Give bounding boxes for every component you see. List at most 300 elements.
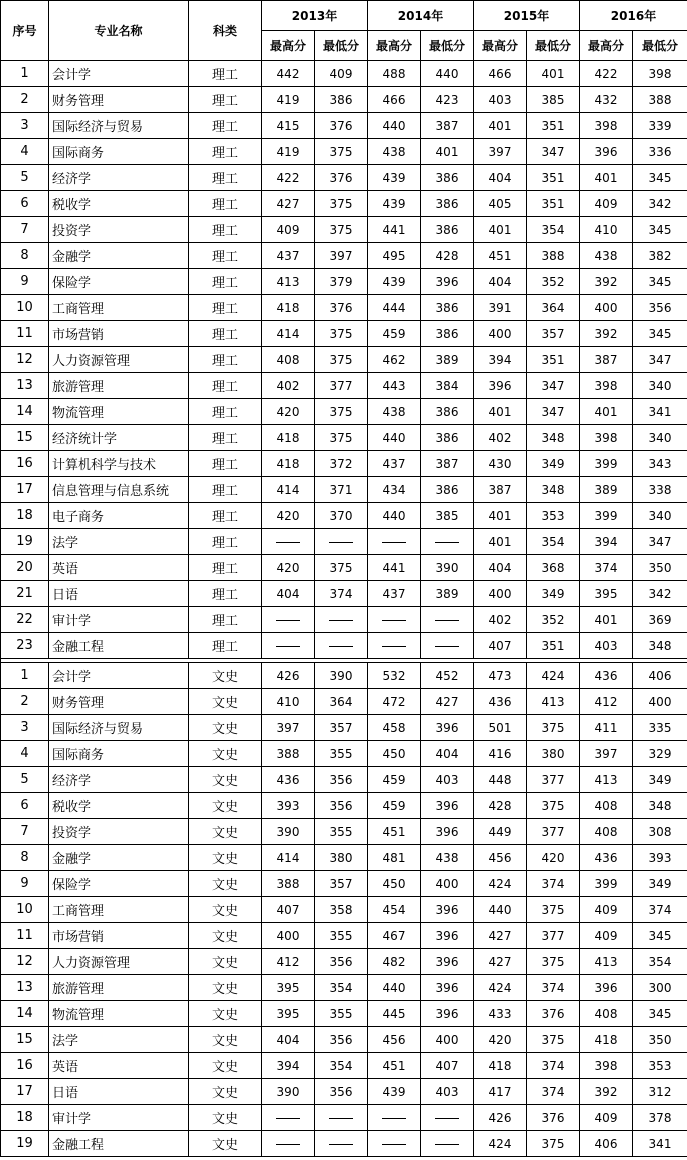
row-index: 3 — [1, 715, 49, 741]
table-row — [1, 897, 687, 923]
empty-dash — [276, 542, 300, 543]
min-score: 347 — [527, 373, 580, 399]
table-row — [1, 633, 687, 659]
empty-dash — [435, 1118, 459, 1119]
min-score: 355 — [315, 1001, 368, 1027]
category: 文史 — [189, 715, 262, 741]
max-score: 459 — [368, 321, 421, 347]
min-score: 343 — [633, 451, 687, 477]
category: 理工 — [189, 243, 262, 269]
min-score: 352 — [527, 269, 580, 295]
min-score: 356 — [315, 1027, 368, 1053]
category: 文史 — [189, 845, 262, 871]
max-score — [262, 1131, 315, 1157]
row-index: 14 — [1, 399, 49, 425]
empty-dash — [382, 542, 406, 543]
row-index: 1 — [1, 61, 49, 87]
max-score: 451 — [474, 243, 527, 269]
min-score: 353 — [527, 503, 580, 529]
max-score: 424 — [474, 975, 527, 1001]
min-score: 375 — [527, 1131, 580, 1157]
row-index: 5 — [1, 767, 49, 793]
min-score: 375 — [315, 139, 368, 165]
max-score: 403 — [474, 87, 527, 113]
min-score: 382 — [633, 243, 687, 269]
min-score: 355 — [315, 819, 368, 845]
min-score: 339 — [633, 113, 687, 139]
max-score: 456 — [368, 1027, 421, 1053]
table-row — [1, 1105, 687, 1131]
min-score: 349 — [527, 451, 580, 477]
max-score: 437 — [262, 243, 315, 269]
category: 文史 — [189, 663, 262, 689]
max-score: 393 — [262, 793, 315, 819]
min-score: 377 — [527, 767, 580, 793]
max-score: 482 — [368, 949, 421, 975]
min-score — [315, 1105, 368, 1131]
header-min: 最低分 — [633, 31, 687, 61]
max-score: 406 — [580, 1131, 633, 1157]
min-score: 386 — [421, 477, 474, 503]
min-score: 376 — [527, 1105, 580, 1131]
row-index: 18 — [1, 1105, 49, 1131]
category: 文史 — [189, 741, 262, 767]
max-score: 412 — [580, 689, 633, 715]
min-score: 347 — [527, 139, 580, 165]
min-score — [421, 633, 474, 659]
min-score: 345 — [633, 165, 687, 191]
row-index: 11 — [1, 321, 49, 347]
table-row — [1, 975, 687, 1001]
major-name: 旅游管理 — [49, 975, 189, 1001]
min-score: 308 — [633, 819, 687, 845]
max-score: 420 — [262, 503, 315, 529]
empty-dash — [382, 1118, 406, 1119]
max-score — [368, 1131, 421, 1157]
max-score: 439 — [368, 269, 421, 295]
min-score: 357 — [315, 871, 368, 897]
max-score: 501 — [474, 715, 527, 741]
category: 理工 — [189, 477, 262, 503]
max-score: 409 — [580, 191, 633, 217]
empty-dash — [329, 620, 353, 621]
min-score: 407 — [421, 1053, 474, 1079]
category: 理工 — [189, 269, 262, 295]
max-score: 401 — [580, 165, 633, 191]
min-score: 355 — [315, 741, 368, 767]
max-score: 440 — [368, 113, 421, 139]
max-score: 428 — [474, 793, 527, 819]
table-row — [1, 1001, 687, 1027]
major-name: 英语 — [49, 555, 189, 581]
min-score: 375 — [315, 399, 368, 425]
min-score: 375 — [527, 715, 580, 741]
max-score: 400 — [474, 321, 527, 347]
category: 理工 — [189, 321, 262, 347]
min-score: 380 — [527, 741, 580, 767]
category: 理工 — [189, 165, 262, 191]
major-name: 审计学 — [49, 607, 189, 633]
min-score: 400 — [633, 689, 687, 715]
min-score: 345 — [633, 321, 687, 347]
max-score: 391 — [474, 295, 527, 321]
row-index: 15 — [1, 425, 49, 451]
row-index: 17 — [1, 477, 49, 503]
min-score: 375 — [315, 321, 368, 347]
row-index: 12 — [1, 347, 49, 373]
table-row — [1, 949, 687, 975]
min-score: 357 — [315, 715, 368, 741]
major-name: 税收学 — [49, 793, 189, 819]
row-index: 7 — [1, 217, 49, 243]
min-score: 384 — [421, 373, 474, 399]
max-score: 388 — [262, 871, 315, 897]
min-score: 396 — [421, 897, 474, 923]
row-index: 16 — [1, 451, 49, 477]
max-score: 408 — [580, 1001, 633, 1027]
major-name: 保险学 — [49, 871, 189, 897]
min-score: 374 — [315, 581, 368, 607]
max-score: 401 — [474, 217, 527, 243]
max-score: 438 — [580, 243, 633, 269]
min-score: 350 — [633, 1027, 687, 1053]
min-score: 348 — [527, 477, 580, 503]
min-score: 401 — [527, 61, 580, 87]
max-score: 488 — [368, 61, 421, 87]
table-row — [1, 1027, 687, 1053]
table-row — [1, 871, 687, 897]
max-score: 417 — [474, 1079, 527, 1105]
min-score: 375 — [315, 191, 368, 217]
min-score: 356 — [315, 767, 368, 793]
max-score: 396 — [474, 373, 527, 399]
max-score: 434 — [368, 477, 421, 503]
row-index: 15 — [1, 1027, 49, 1053]
max-score: 426 — [474, 1105, 527, 1131]
max-score: 419 — [262, 139, 315, 165]
max-score: 458 — [368, 715, 421, 741]
min-score: 375 — [315, 555, 368, 581]
max-score: 424 — [474, 1131, 527, 1157]
max-score: 473 — [474, 663, 527, 689]
min-score: 386 — [421, 217, 474, 243]
min-score: 376 — [315, 295, 368, 321]
max-score: 394 — [262, 1053, 315, 1079]
table-row — [1, 741, 687, 767]
min-score: 403 — [421, 767, 474, 793]
category: 理工 — [189, 607, 262, 633]
min-score: 390 — [315, 663, 368, 689]
max-score: 450 — [368, 871, 421, 897]
max-score: 395 — [262, 975, 315, 1001]
min-score: 312 — [633, 1079, 687, 1105]
table-row — [1, 715, 687, 741]
max-score: 422 — [580, 61, 633, 87]
category: 文史 — [189, 923, 262, 949]
table-row — [1, 373, 687, 399]
min-score: 351 — [527, 633, 580, 659]
table-row — [1, 451, 687, 477]
min-score: 354 — [315, 1053, 368, 1079]
table-row — [1, 61, 687, 87]
min-score: 364 — [315, 689, 368, 715]
min-score: 364 — [527, 295, 580, 321]
header-year-2015: 2015年 — [474, 1, 580, 31]
max-score: 436 — [580, 663, 633, 689]
min-score: 374 — [527, 1053, 580, 1079]
category: 理工 — [189, 425, 262, 451]
table-row — [1, 425, 687, 451]
max-score: 399 — [580, 871, 633, 897]
min-score: 353 — [633, 1053, 687, 1079]
row-index: 9 — [1, 871, 49, 897]
table-row — [1, 819, 687, 845]
min-score: 396 — [421, 715, 474, 741]
row-index: 22 — [1, 607, 49, 633]
max-score: 397 — [262, 715, 315, 741]
min-score: 355 — [315, 923, 368, 949]
empty-dash — [382, 620, 406, 621]
min-score: 377 — [527, 819, 580, 845]
min-score: 396 — [421, 949, 474, 975]
max-score: 441 — [368, 217, 421, 243]
min-score: 356 — [633, 295, 687, 321]
max-score: 415 — [262, 113, 315, 139]
min-score: 351 — [527, 191, 580, 217]
header-max: 最高分 — [580, 31, 633, 61]
major-name: 审计学 — [49, 1105, 189, 1131]
max-score: 410 — [262, 689, 315, 715]
max-score: 400 — [262, 923, 315, 949]
min-score: 349 — [527, 581, 580, 607]
arts-section — [1, 663, 687, 1157]
header-max: 最高分 — [262, 31, 315, 61]
max-score: 440 — [474, 897, 527, 923]
max-score: 437 — [368, 581, 421, 607]
row-index: 4 — [1, 741, 49, 767]
max-score: 392 — [580, 269, 633, 295]
category: 理工 — [189, 87, 262, 113]
max-score: 532 — [368, 663, 421, 689]
max-score: 395 — [262, 1001, 315, 1027]
max-score: 374 — [580, 555, 633, 581]
major-name: 财务管理 — [49, 689, 189, 715]
max-score: 414 — [262, 845, 315, 871]
header-major: 专业名称 — [49, 1, 189, 61]
max-score: 404 — [262, 1027, 315, 1053]
header-seq: 序号 — [1, 1, 49, 61]
max-score: 438 — [368, 139, 421, 165]
max-score: 396 — [580, 139, 633, 165]
min-score: 398 — [633, 61, 687, 87]
max-score: 433 — [474, 1001, 527, 1027]
category: 理工 — [189, 61, 262, 87]
min-score: 396 — [421, 1001, 474, 1027]
min-score: 396 — [421, 975, 474, 1001]
max-score: 400 — [474, 581, 527, 607]
major-name: 市场营销 — [49, 923, 189, 949]
empty-dash — [329, 542, 353, 543]
max-score: 394 — [474, 347, 527, 373]
table-row — [1, 165, 687, 191]
row-index: 21 — [1, 581, 49, 607]
row-index: 6 — [1, 191, 49, 217]
category: 理工 — [189, 529, 262, 555]
max-score: 467 — [368, 923, 421, 949]
max-score: 390 — [262, 819, 315, 845]
table-row — [1, 217, 687, 243]
major-name: 经济学 — [49, 767, 189, 793]
min-score: 386 — [421, 321, 474, 347]
max-score: 402 — [474, 607, 527, 633]
max-score: 407 — [262, 897, 315, 923]
max-score: 401 — [580, 607, 633, 633]
min-score: 374 — [527, 1079, 580, 1105]
max-score: 445 — [368, 1001, 421, 1027]
max-score: 438 — [368, 399, 421, 425]
min-score: 376 — [527, 1001, 580, 1027]
min-score: 354 — [527, 529, 580, 555]
min-score: 376 — [315, 113, 368, 139]
max-score: 402 — [474, 425, 527, 451]
table-row — [1, 1131, 687, 1157]
table-row — [1, 139, 687, 165]
min-score: 390 — [421, 555, 474, 581]
major-name: 投资学 — [49, 819, 189, 845]
category: 理工 — [189, 633, 262, 659]
min-score: 423 — [421, 87, 474, 113]
category: 文史 — [189, 1131, 262, 1157]
max-score: 405 — [474, 191, 527, 217]
category: 文史 — [189, 897, 262, 923]
row-index: 11 — [1, 923, 49, 949]
max-score: 427 — [262, 191, 315, 217]
max-score: 451 — [368, 1053, 421, 1079]
min-score: 396 — [421, 793, 474, 819]
min-score: 354 — [315, 975, 368, 1001]
max-score: 404 — [474, 165, 527, 191]
max-score: 414 — [262, 477, 315, 503]
min-score: 336 — [633, 139, 687, 165]
header-min: 最低分 — [315, 31, 368, 61]
max-score — [368, 1105, 421, 1131]
max-score: 437 — [368, 451, 421, 477]
category: 文史 — [189, 819, 262, 845]
min-score: 389 — [421, 347, 474, 373]
min-score: 354 — [527, 217, 580, 243]
max-score: 401 — [580, 399, 633, 425]
max-score: 424 — [474, 871, 527, 897]
table-row — [1, 607, 687, 633]
table-row — [1, 581, 687, 607]
major-name: 经济统计学 — [49, 425, 189, 451]
row-index: 23 — [1, 633, 49, 659]
min-score: 428 — [421, 243, 474, 269]
table-row — [1, 347, 687, 373]
header-year-2016: 2016年 — [580, 1, 687, 31]
max-score: 400 — [580, 295, 633, 321]
major-name: 保险学 — [49, 269, 189, 295]
major-name: 会计学 — [49, 61, 189, 87]
max-score: 466 — [474, 61, 527, 87]
row-index: 2 — [1, 87, 49, 113]
max-score: 472 — [368, 689, 421, 715]
max-score: 389 — [580, 477, 633, 503]
min-score: 348 — [633, 793, 687, 819]
max-score: 422 — [262, 165, 315, 191]
table-row — [1, 321, 687, 347]
max-score: 398 — [580, 1053, 633, 1079]
max-score: 387 — [474, 477, 527, 503]
min-score: 404 — [421, 741, 474, 767]
category: 理工 — [189, 139, 262, 165]
min-score: 300 — [633, 975, 687, 1001]
major-name: 市场营销 — [49, 321, 189, 347]
row-index: 16 — [1, 1053, 49, 1079]
max-score: 440 — [368, 503, 421, 529]
min-score: 354 — [633, 949, 687, 975]
major-name: 日语 — [49, 1079, 189, 1105]
min-score: 341 — [633, 399, 687, 425]
max-score: 387 — [580, 347, 633, 373]
min-score: 389 — [421, 581, 474, 607]
category: 文史 — [189, 689, 262, 715]
min-score: 375 — [315, 347, 368, 373]
category: 理工 — [189, 217, 262, 243]
min-score — [421, 607, 474, 633]
min-score: 403 — [421, 1079, 474, 1105]
min-score: 380 — [315, 845, 368, 871]
major-name: 法学 — [49, 1027, 189, 1053]
empty-dash — [435, 620, 459, 621]
min-score: 377 — [527, 923, 580, 949]
category: 理工 — [189, 295, 262, 321]
min-score — [421, 1105, 474, 1131]
major-name: 旅游管理 — [49, 373, 189, 399]
major-name: 英语 — [49, 1053, 189, 1079]
category: 理工 — [189, 503, 262, 529]
min-score: 374 — [527, 871, 580, 897]
max-score: 396 — [580, 975, 633, 1001]
row-index: 3 — [1, 113, 49, 139]
header-row-years — [1, 1, 687, 31]
major-name: 国际经济与贸易 — [49, 715, 189, 741]
max-score — [368, 607, 421, 633]
max-score: 388 — [262, 741, 315, 767]
table-row — [1, 269, 687, 295]
min-score: 375 — [527, 793, 580, 819]
max-score: 454 — [368, 897, 421, 923]
max-score: 402 — [262, 373, 315, 399]
row-index: 2 — [1, 689, 49, 715]
max-score: 408 — [580, 793, 633, 819]
min-score: 386 — [421, 191, 474, 217]
table-row — [1, 113, 687, 139]
empty-dash — [276, 620, 300, 621]
min-score — [315, 607, 368, 633]
min-score: 409 — [315, 61, 368, 87]
major-name: 税收学 — [49, 191, 189, 217]
max-score: 398 — [580, 113, 633, 139]
category: 理工 — [189, 373, 262, 399]
row-index: 4 — [1, 139, 49, 165]
major-name: 财务管理 — [49, 87, 189, 113]
max-score — [368, 529, 421, 555]
min-score: 438 — [421, 845, 474, 871]
min-score: 340 — [633, 373, 687, 399]
min-score: 340 — [633, 503, 687, 529]
header-min: 最低分 — [527, 31, 580, 61]
